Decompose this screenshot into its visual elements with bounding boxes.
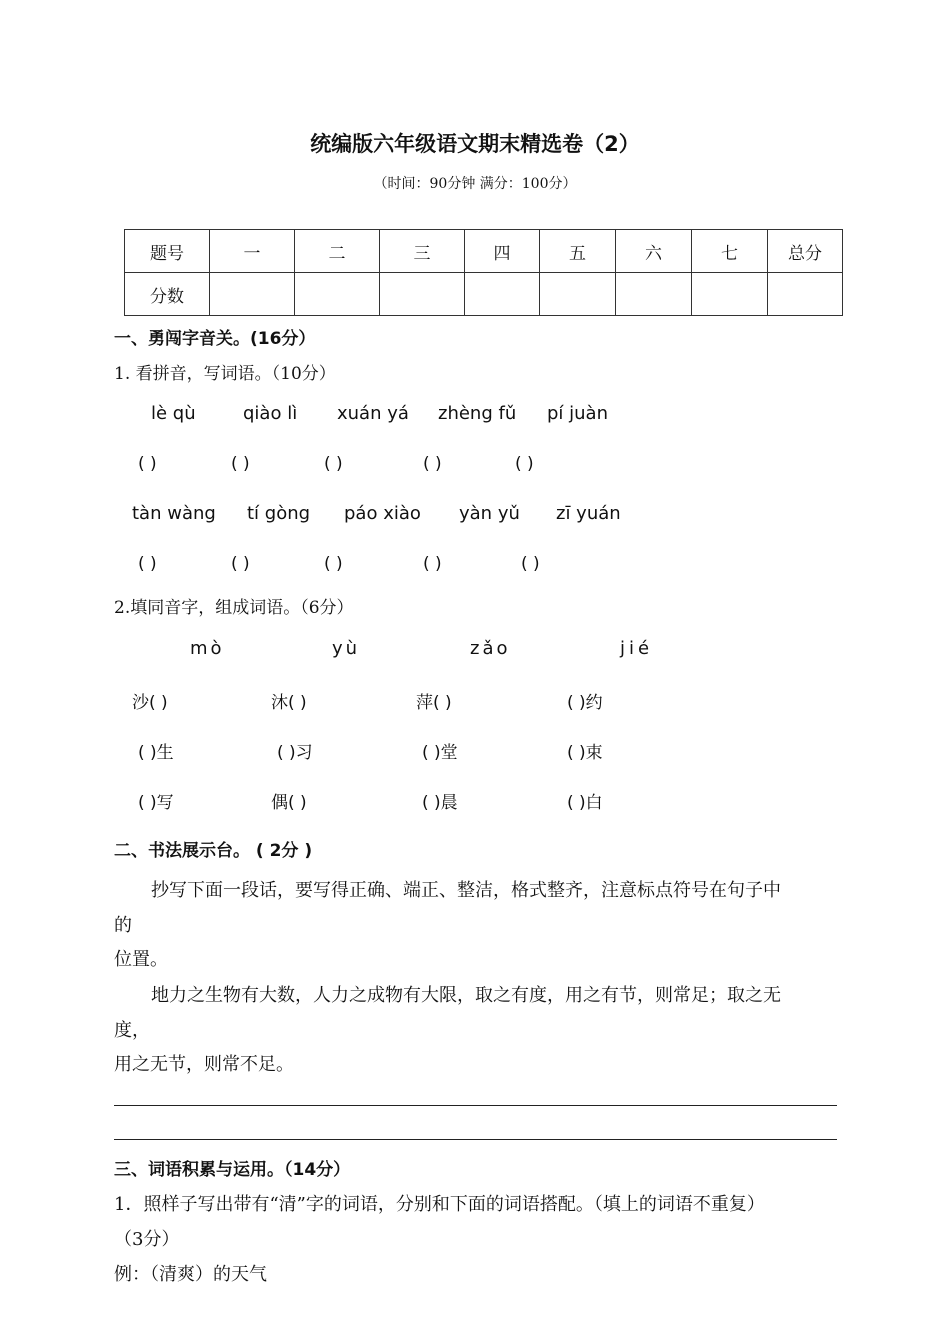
pinyin-item: lè qù (151, 403, 196, 424)
fill-blank-item[interactable]: 沙( ) (132, 693, 168, 713)
writing-line[interactable] (114, 1105, 837, 1106)
answer-blank[interactable]: ( ) (515, 454, 534, 474)
fill-blank-item[interactable]: 沐( ) (271, 693, 307, 713)
section-3-heading: 三、词语积累与运用。（14分） (114, 1160, 351, 1180)
pinyin-item: zī yuán (556, 503, 621, 524)
answer-blank[interactable]: ( ) (324, 554, 343, 574)
fill-blank-item[interactable]: 萍( ) (416, 693, 452, 713)
table-cell: 四 (465, 230, 540, 273)
exam-info: （时间：90分钟 满分：100分） (373, 176, 577, 192)
pinyin-item: tàn wàng (132, 503, 216, 524)
instruction-text: 位置。 (114, 949, 168, 970)
answer-blank[interactable]: ( ) (138, 554, 157, 574)
section-1-heading: 一、勇闯字音关。(16分） (114, 329, 316, 349)
score-input-cell[interactable] (540, 273, 616, 316)
pinyin-item: zǎo (470, 638, 511, 659)
score-input-cell[interactable] (210, 273, 295, 316)
table-cell: 总分 (768, 230, 843, 273)
example-text: 例：（清爽）的天气 (114, 1264, 267, 1285)
pinyin-item: yù (332, 638, 361, 659)
score-input-cell[interactable] (768, 273, 843, 316)
score-input-cell[interactable] (616, 273, 692, 316)
table-cell: 五 (540, 230, 616, 273)
instruction-text: 抄写下面一段话，要写得正确、端正、整洁，格式整齐，注意标点符号在句子中 (151, 880, 781, 901)
score-table-score-row (125, 273, 843, 316)
pinyin-item: qiào lì (243, 403, 298, 424)
score-input-cell[interactable] (295, 273, 380, 316)
writing-line[interactable] (114, 1139, 837, 1140)
answer-blank[interactable]: ( ) (231, 454, 250, 474)
pinyin-item: xuán yá (337, 403, 409, 424)
table-cell: 三 (380, 230, 465, 273)
table-cell: 七 (692, 230, 768, 273)
pinyin-item: jié (620, 638, 654, 659)
pinyin-item: pí juàn (547, 403, 608, 424)
pinyin-item: páo xiào (344, 503, 421, 524)
copy-text: 用之无节，则常不足。 (114, 1054, 294, 1075)
answer-blank[interactable]: ( ) (138, 454, 157, 474)
score-table (124, 229, 843, 316)
score-input-cell[interactable] (692, 273, 768, 316)
table-cell: 一 (210, 230, 295, 273)
fill-blank-item[interactable]: ( )习 (277, 743, 313, 763)
fill-blank-item[interactable]: ( )晨 (422, 793, 458, 813)
question-2-prompt: 2.填同音字，组成词语。（6分） (114, 598, 354, 618)
score-table-header-row (125, 230, 843, 273)
page-title: 统编版六年级语文期末精选卷（2） (310, 132, 640, 156)
fill-blank-item[interactable]: ( )白 (567, 793, 603, 813)
question-prompt: （3分） (114, 1229, 180, 1250)
answer-blank[interactable]: ( ) (423, 454, 442, 474)
fill-blank-item[interactable]: ( )约 (567, 693, 603, 713)
score-input-cell[interactable] (465, 273, 540, 316)
fill-blank-item[interactable]: ( )生 (138, 743, 174, 763)
fill-blank-item[interactable]: ( )束 (567, 743, 603, 763)
answer-blank[interactable]: ( ) (231, 554, 250, 574)
copy-text: 地力之生物有大数，人力之成物有大限，取之有度，用之有节，则常足；取之无 (151, 985, 781, 1006)
answer-blank[interactable]: ( ) (521, 554, 540, 574)
instruction-text: 的 (114, 915, 132, 936)
answer-blank[interactable]: ( ) (324, 454, 343, 474)
section-2-heading: 二、书法展示台。 ( 2分 ) (114, 841, 313, 861)
table-cell: 二 (295, 230, 380, 273)
copy-text: 度， (114, 1020, 150, 1041)
answer-blank[interactable]: ( ) (423, 554, 442, 574)
fill-blank-item[interactable]: ( )堂 (422, 743, 458, 763)
table-cell: 分数 (125, 273, 210, 316)
fill-blank-item[interactable]: ( )写 (138, 793, 174, 813)
table-cell: 题号 (125, 230, 210, 273)
pinyin-item: mò (190, 638, 225, 659)
pinyin-item: tí gòng (247, 503, 311, 524)
pinyin-item: yàn yǔ (459, 503, 520, 524)
pinyin-item: zhèng fǔ (438, 403, 517, 424)
table-cell: 六 (616, 230, 692, 273)
score-input-cell[interactable] (380, 273, 465, 316)
question-1-prompt: 1. 看拼音，写词语。（10分） (114, 364, 336, 384)
fill-blank-item[interactable]: 偶( ) (271, 793, 307, 813)
question-prompt: 1．照样子写出带有“清”字的词语，分别和下面的词语搭配。（填上的词语不重复） (114, 1194, 765, 1215)
